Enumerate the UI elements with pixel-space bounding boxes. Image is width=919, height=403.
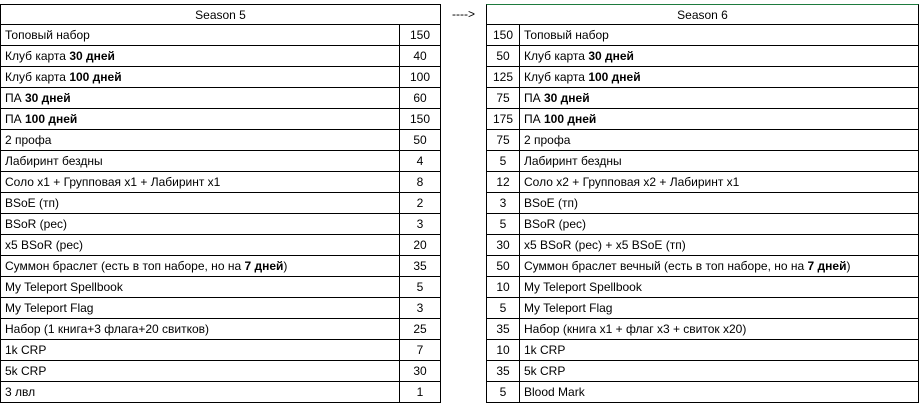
right-item-value: 12 — [486, 172, 520, 193]
left-item-name — [0, 361, 400, 382]
item-name-text: x5 BSoR (рес) — [5, 238, 84, 252]
left-item-value: 35 — [400, 256, 441, 277]
left-item-name — [0, 340, 400, 361]
left-item-value: 100 — [400, 67, 441, 88]
left-item-name — [0, 277, 400, 298]
item-name-text: ПА — [5, 112, 25, 126]
right-item-value: 10 — [486, 340, 520, 361]
left-item-value: 150 — [400, 25, 441, 46]
right-header: Season 6 — [486, 4, 919, 25]
left-item-name — [0, 151, 400, 172]
right-item-name — [520, 172, 919, 193]
left-item-value: 2 — [400, 193, 441, 214]
left-item-name — [0, 109, 400, 130]
right-item-name — [520, 46, 919, 67]
item-name-text: My Teleport Flag — [5, 301, 94, 315]
item-name-text: Суммон браслет вечный (есть в топ наборе, но на — [524, 259, 808, 273]
left-item-value: 5 — [400, 277, 441, 298]
right-item-value: 10 — [486, 277, 520, 298]
left-item-value: 3 — [400, 214, 441, 235]
item-name-text: Blood Mark — [524, 385, 585, 399]
right-item-name — [520, 277, 919, 298]
right-item-name — [520, 25, 919, 46]
item-name-suffix: ) — [846, 259, 851, 273]
item-name-text: Суммон браслет (есть в топ наборе, но на — [5, 259, 245, 273]
item-name-text: ПА — [5, 91, 25, 105]
item-name-text: Соло x1 + Групповая x1 + Лабиринт x1 — [5, 175, 221, 189]
item-name-suffix: ) — [283, 259, 288, 273]
left-item-value: 30 — [400, 361, 441, 382]
item-name-text: 2 профа — [524, 133, 571, 147]
left-item-value: 3 — [400, 298, 441, 319]
item-name-text: My Teleport Spellbook — [524, 280, 642, 294]
right-item-value: 5 — [486, 151, 520, 172]
right-item-value: 5 — [486, 214, 520, 235]
item-name-text: ПА — [524, 112, 544, 126]
right-item-value: 35 — [486, 319, 520, 340]
item-name-text: 1k CRP — [524, 343, 566, 357]
right-item-value: 125 — [486, 67, 520, 88]
right-item-name — [520, 214, 919, 235]
item-name-text: Клуб карта — [5, 70, 70, 84]
right-item-name — [520, 235, 919, 256]
right-item-name — [520, 130, 919, 151]
item-name-text: Клуб карта — [524, 70, 589, 84]
item-name-text: Соло x2 + Групповая x2 + Лабиринт x1 — [524, 175, 740, 189]
right-item-value: 35 — [486, 361, 520, 382]
right-item-value: 75 — [486, 130, 520, 151]
item-name-bold: 30 дней — [588, 49, 634, 63]
item-name-text: 5k CRP — [524, 364, 566, 378]
left-item-value: 50 — [400, 130, 441, 151]
item-name-text: My Teleport Flag — [524, 301, 613, 315]
item-name-bold: 30 дней — [24, 91, 71, 105]
left-item-name — [0, 67, 400, 88]
right-item-value: 50 — [486, 46, 520, 67]
item-name-bold: 30 дней — [69, 49, 115, 63]
item-name-text: 1k CRP — [5, 343, 47, 357]
left-item-name — [0, 214, 400, 235]
left-item-value: 7 — [400, 340, 441, 361]
item-name-text: 2 профа — [5, 133, 52, 147]
item-name-bold: 7 дней — [244, 259, 284, 273]
item-name-text: Клуб карта — [524, 49, 589, 63]
left-item-value: 20 — [400, 235, 441, 256]
item-name-text: Набор (1 книга+3 флага+20 свитков) — [5, 322, 210, 336]
left-item-value: 4 — [400, 151, 441, 172]
item-name-text: Набор (книга x1 + флаг x3 + свиток x20) — [524, 322, 747, 336]
left-item-value: 40 — [400, 46, 441, 67]
item-name-text: BSoE (тп) — [5, 196, 60, 210]
left-item-name — [0, 256, 400, 277]
right-item-name — [520, 109, 919, 130]
item-name-text: x5 BSoR (рес) + x5 BSoE (тп) — [524, 238, 686, 252]
item-name-text: ПА — [524, 91, 544, 105]
left-item-name — [0, 25, 400, 46]
item-name-bold: 100 дней — [69, 70, 122, 84]
left-item-name — [0, 172, 400, 193]
item-name-text: BSoR (рес) — [5, 217, 68, 231]
arrow-label: ----> — [452, 7, 475, 21]
item-name-text: My Teleport Spellbook — [5, 280, 123, 294]
right-item-value: 30 — [486, 235, 520, 256]
item-name-text: Топовый набор — [524, 28, 609, 42]
left-item-name — [0, 319, 400, 340]
left-item-name — [0, 46, 400, 67]
item-name-text: 3 лвл — [5, 385, 36, 399]
right-item-name — [520, 340, 919, 361]
right-item-name — [520, 256, 919, 277]
right-item-value: 175 — [486, 109, 520, 130]
right-item-value: 5 — [486, 298, 520, 319]
right-item-value: 50 — [486, 256, 520, 277]
right-item-name — [520, 67, 919, 88]
left-item-value: 25 — [400, 319, 441, 340]
item-name-text: Клуб карта — [5, 49, 70, 63]
left-item-value: 1 — [400, 382, 441, 403]
item-name-text: BSoR (рес) — [524, 217, 587, 231]
item-name-bold: 7 дней — [807, 259, 847, 273]
right-item-name — [520, 298, 919, 319]
item-name-text: 5k CRP — [5, 364, 47, 378]
left-item-name — [0, 130, 400, 151]
left-item-value: 150 — [400, 109, 441, 130]
item-name-text: BSoE (тп) — [524, 196, 579, 210]
right-item-value: 5 — [486, 382, 520, 403]
item-name-text: Лабиринт бездны — [5, 154, 103, 168]
right-item-value: 150 — [486, 25, 520, 46]
right-item-name — [520, 151, 919, 172]
item-name-bold: 100 дней — [543, 112, 597, 126]
right-item-value: 3 — [486, 193, 520, 214]
item-name-bold: 100 дней — [588, 70, 641, 84]
right-item-name — [520, 319, 919, 340]
left-item-value: 8 — [400, 172, 441, 193]
left-header: Season 5 — [0, 4, 441, 25]
left-item-name — [0, 298, 400, 319]
right-item-name — [520, 88, 919, 109]
left-item-value: 60 — [400, 88, 441, 109]
right-item-value: 75 — [486, 88, 520, 109]
right-item-name — [520, 361, 919, 382]
item-name-bold: 100 дней — [24, 112, 78, 126]
left-item-name — [0, 88, 400, 109]
right-item-name — [520, 193, 919, 214]
item-name-bold: 30 дней — [543, 91, 590, 105]
left-item-name — [0, 193, 400, 214]
item-name-text: Топовый набор — [5, 28, 90, 42]
left-item-name — [0, 235, 400, 256]
item-name-text: Лабиринт бездны — [524, 154, 622, 168]
